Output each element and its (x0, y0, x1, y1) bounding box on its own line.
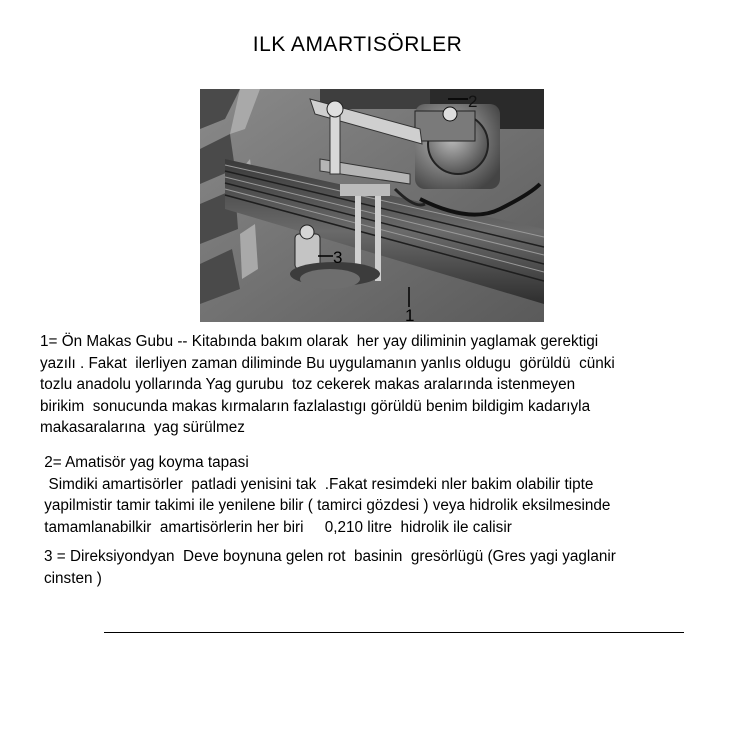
note-1 (40, 331, 615, 439)
note-3 (44, 546, 616, 589)
note-2 (40, 452, 610, 538)
note-line: tozlu anadolu yollarında Yag gurubu toz cekerek makas aralarında istenmeyen (40, 376, 576, 393)
note-line: 3 = Direksiyondyan Deve boynuna gelen rot basinin gresörlügü (Gres yagi yaglanir (44, 548, 616, 565)
note-line: yazılı . Fakat ilerliyen zaman diliminde Bu uygulamanın yanlıs oldugu görüldü cünki (40, 354, 615, 372)
note-line: Simdiki amartisörler patladi yenisini tak .Fakat resimdeki nler bakim olabilir tipte (40, 475, 594, 493)
note-line: 2= Amatisör yag koyma tapasi (40, 454, 249, 471)
note-line: makasaralarına yag sürülmez (40, 419, 245, 436)
divider (104, 632, 684, 633)
callout-1: 1 (405, 306, 415, 322)
note-line: yapilmistir tamir takimi ile yenilene bilir ( tamirci gözdesi ) veya hidrolik eksilmesinde (40, 497, 611, 514)
page-title: ILK AMARTISÖRLER (252, 33, 463, 56)
note-line: 1= Ön Makas Gubu -- Kitabında bakım olarak her yay diliminin yaglamak gerektigi (40, 333, 599, 350)
callout-3: 3 (333, 248, 343, 267)
suspension-photo (200, 89, 544, 322)
callout-2: 2 (468, 92, 478, 111)
note-line: cinsten ) (44, 569, 102, 587)
note-line: tamamlanabilkir amartisörlerin her biri 0,210 litre hidrolik ile calisir (40, 518, 512, 536)
note-line: birikim sonucunda makas kırmaların fazlalastıgı görüldü benim bildigim kadarıyla (40, 397, 591, 415)
